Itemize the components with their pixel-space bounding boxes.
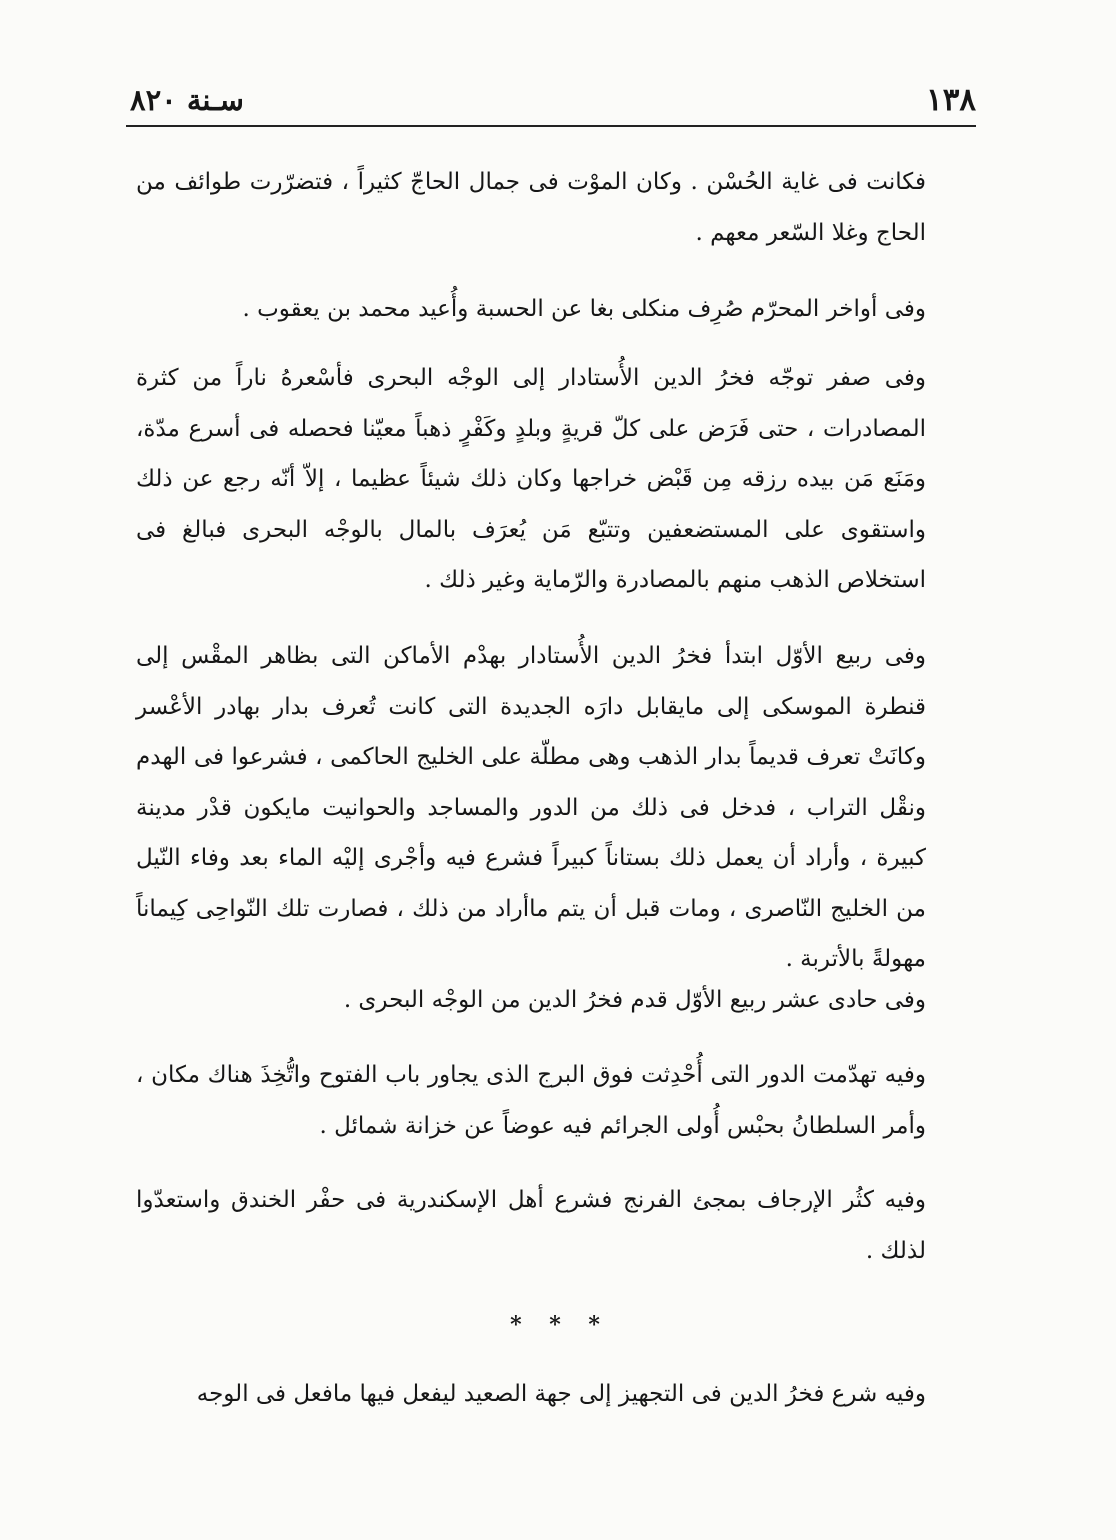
paragraph-2: وفى أواخر المحرّم صُرِف منكلى بغا عن الحسبة وأُعيد محمد بن يعقوب . — [242, 296, 926, 322]
paragraph-1: فكانت فى غاية الحُسْن . وكان الموْت فى جمال الحاجّ كثيراً ، فتضرّرت طوائف من الحاج وغلا السّعر معهم . — [136, 169, 926, 246]
paragraph-4: وفى ربيع الأوّل ابتدأ فخرُ الدين الأُستادار بهدْم الأماكن التى بظاهر المقْس إلى قنطرة الموسكى إلى مايقابل دارَه الجديدة التى كانت تُعرف بدار بهادر الأعْسر وكانَتْ تعرف قديماً بدار الذهب وهى مطلّة على الخليج الحاكمى ، فشرعوا فى الهدم ونقْل التراب ، فدخل فى ذلك من الدور والمساجد والحوانيت مايكون قدْر مدينة كبيرة ، وأراد أن يعمل ذلك بستاناً كبيراً فشرع فيه وأجْرى إليْه الماء بعد وفاء النّيل من الخليج النّاصرى ، ومات قبل أن يتم ماأراد من ذلك ، فصارت تلك النّواحِى كِيماناً مهولةً بالأتربة . — [136, 643, 926, 972]
header-rule — [126, 125, 976, 127]
paragraph-5: وفى حادى عشر ربيع الأوّل قدم فخرُ الدين من الوجْه البحرى . — [343, 987, 926, 1013]
paragraph-8: وفيه شرع فخرُ الدين فى التجهيز إلى جهة الصعيد ليفعل فيها مافعل فى الوجه — [196, 1381, 926, 1407]
running-head-year: سـنة ٨٢٠ — [130, 83, 244, 117]
paragraph-7: وفيه كثُر الإرجاف بمجئ الفرنج فشرع أهل الإسكندرية فى حفْر الخندق واستعدّوا لذلك . — [136, 1187, 926, 1264]
page-header — [126, 76, 976, 124]
paragraph-6: وفيه تهدّمت الدور التى أُحْدِثت فوق البرج الذى يجاور باب الفتوح واتُّخِذَ هناك مكان ، وأمر السلطانُ بحبْس أُولى الجرائم فيه عوضاً عن خزانة شمائل . — [136, 1062, 926, 1139]
section-separator: * * * — [510, 1312, 610, 1338]
page-number: ١٣٨ — [926, 82, 976, 118]
paragraph-3: وفى صفر توجّه فخرُ الدين الأُستادار إلى الوجْه البحرى فأسْعرهُ ناراً من كثرة المصادرات ، حتى فَرَض على كلّ قريةٍ وبلدٍ وكَفْرٍ ذهباً معيّنا فحصله فى أسرع مدّة، ومَنَع مَن بيده رزقه مِن قَبْض خراجها وكان ذلك شيئاً عظيما ، إلاّ أنّه رجع عن ذلك واستقوى على المستضعفين وتتبّع مَن يُعرَف بالمال بالوجْه البحرى فبالغ فى استخلاص الذهب منهم بالمصادرة والرّماية وغير ذلك . — [136, 365, 926, 593]
